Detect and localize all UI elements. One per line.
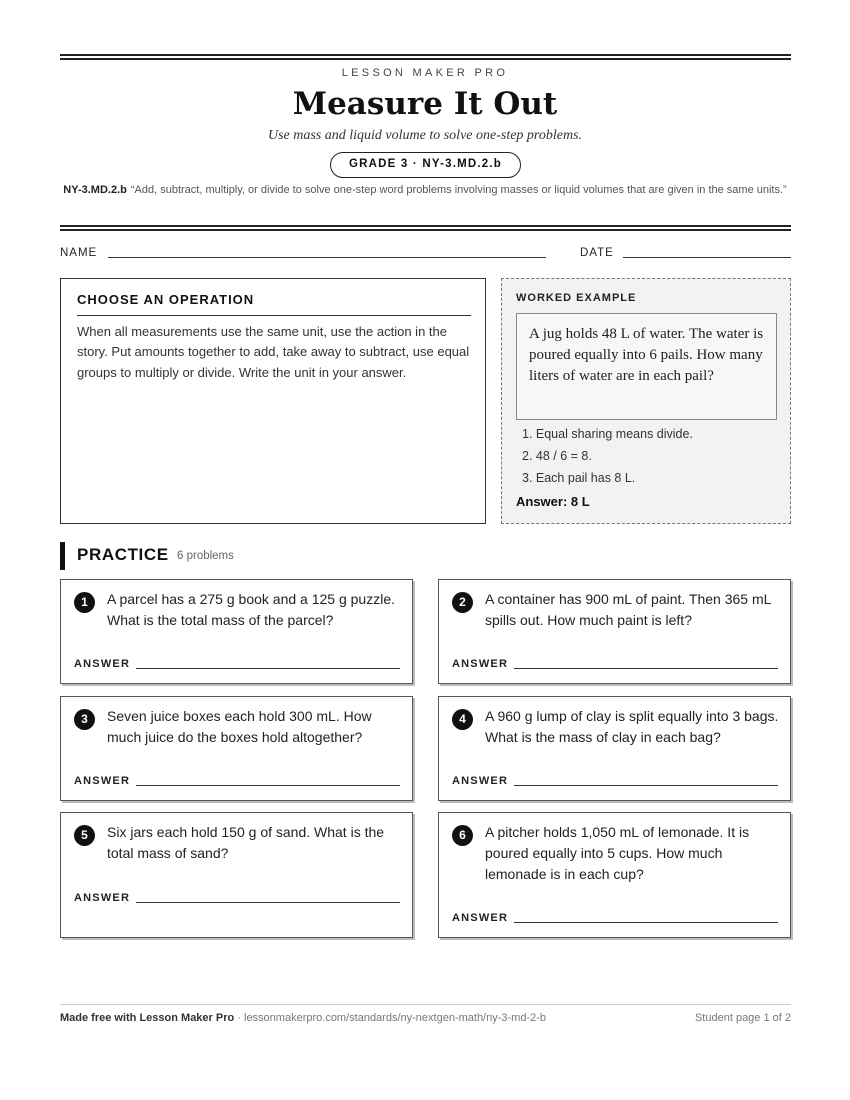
answer-label: ANSWER — [74, 658, 131, 670]
problem-card-6 — [438, 812, 791, 938]
answer-label: ANSWER — [74, 775, 131, 787]
name-field[interactable] — [108, 257, 546, 258]
problem-text: A container has 900 mL of paint. Then 365 mL spills out. How much paint is left? — [485, 591, 771, 628]
worked-example-answer: Answer: 8 L — [516, 494, 590, 509]
problem-card-2 — [438, 579, 791, 684]
top-rule-2 — [60, 58, 791, 60]
page-subtitle: Use mass and liquid volume to solve one-step problems. — [267, 128, 583, 143]
problem-number: 6 — [452, 825, 473, 846]
answer-field[interactable] — [514, 922, 778, 923]
problem-card-1 — [60, 579, 413, 684]
example-step: 2. 48 / 6 = 8. — [522, 449, 592, 463]
footer-url: · lessonmakerpro.com/standards/ny-nextgen-math/ny-3-md-2-b — [237, 1012, 547, 1024]
worked-example-steps — [522, 426, 693, 492]
operation-heading: CHOOSE AN OPERATION — [77, 292, 255, 307]
problem-number: 3 — [74, 709, 95, 730]
footer-made-with: Made free with Lesson Maker Pro — [60, 1012, 235, 1024]
standard-code: NY-3.MD.2.b — [63, 184, 127, 196]
operation-text: When all measurements use the same unit, use the action in the story. Put amounts together to add, take away to subtract, use equal groups to multiply or divide. Write the unit in your answer. — [77, 324, 470, 380]
problem-text: Six jars each hold 150 g of sand. What is the total mass of sand? — [107, 824, 385, 861]
practice-count: 6 problems — [177, 550, 234, 562]
answer-label: ANSWER — [74, 892, 131, 904]
practice-accent-bar — [60, 542, 65, 570]
date-field[interactable] — [623, 257, 791, 258]
example-step: 3. Each pail has 8 L. — [522, 471, 636, 485]
answer-field[interactable] — [136, 785, 400, 786]
problem-text: Seven juice boxes each hold 300 mL. How much juice do the boxes hold altogether? — [107, 708, 372, 745]
problem-number: 4 — [452, 709, 473, 730]
standard-description — [62, 182, 788, 198]
answer-label: ANSWER — [452, 775, 509, 787]
footer-credit — [60, 1012, 546, 1024]
worked-example-question: A jug holds 48 L of water. The water is poured equally into 6 pails. How many liters of water are in each pail? — [516, 313, 777, 420]
worked-example-heading: WORKED EXAMPLE — [516, 292, 637, 304]
standard-text: “Add, subtract, multiply, or divide to solve one-step word problems involving masses or liquid volumes that are given in the same units.” — [130, 184, 787, 196]
answer-label: ANSWER — [452, 658, 509, 670]
problem-number: 5 — [74, 825, 95, 846]
answer-field[interactable] — [136, 902, 400, 903]
problem-card-5 — [60, 812, 413, 938]
brand-name: LESSON MAKER PRO — [341, 67, 509, 79]
problem-card-4 — [438, 696, 791, 801]
practice-title: PRACTICE — [77, 545, 169, 564]
problem-text: A parcel has a 275 g book and a 125 g puzzle. What is the total mass of the parcel? — [107, 591, 395, 628]
problem-card-3 — [60, 696, 413, 801]
answer-field[interactable] — [514, 668, 778, 669]
date-label: DATE — [580, 247, 614, 259]
problem-text: A pitcher holds 1,050 mL of lemonade. It is poured equally into 5 cups. How much lemonade is in each cup? — [485, 824, 750, 882]
example-step: 1. Equal sharing means divide. — [522, 427, 693, 441]
grade-badge: GRADE 3 · NY-3.MD.2.b — [330, 152, 521, 178]
header-bottom-rule-2 — [60, 229, 791, 231]
problem-number: 2 — [452, 592, 473, 613]
answer-field[interactable] — [136, 668, 400, 669]
top-rule — [60, 54, 791, 56]
footer-rule — [60, 1004, 791, 1005]
footer-page-number: Student page 1 of 2 — [694, 1012, 791, 1024]
operation-panel — [60, 278, 486, 524]
answer-label: ANSWER — [452, 912, 509, 924]
header-bottom-rule — [60, 225, 791, 227]
name-label: NAME — [60, 247, 98, 259]
problem-number: 1 — [74, 592, 95, 613]
problem-text: A 960 g lump of clay is split equally into 3 bags. What is the mass of clay in each bag? — [485, 708, 779, 745]
page-title: Measure It Out — [292, 86, 558, 122]
operation-divider — [77, 315, 471, 316]
answer-field[interactable] — [514, 785, 778, 786]
worked-example-panel — [501, 278, 791, 524]
